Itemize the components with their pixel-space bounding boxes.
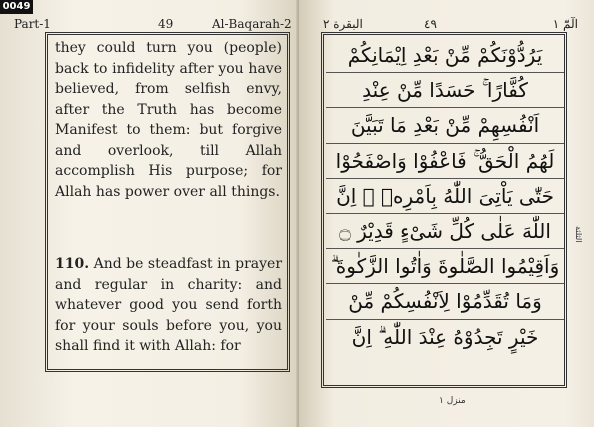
arabic-page-number: ٤٩ <box>424 17 437 31</box>
verse-number: 110. <box>55 256 90 272</box>
margin-note: الثلثة <box>574 226 583 243</box>
page-number: 49 <box>158 17 174 31</box>
part-header: Part-1 <box>14 17 51 31</box>
arabic-line: لَهُمُ الْحَقُّ ۚ فَاعْفُوْا وَاصْفَحُوْا <box>326 144 564 179</box>
arabic-line: وَمَا تُقَدِّمُوْا لِاَنْفُسِكُمْ مِّنْ <box>326 284 564 319</box>
page-id-badge: 0049 <box>0 0 33 14</box>
arabic-line: حَتّٰى يَاْتِىَ اللّٰهُ بِاَمْرِهٖ ۗ اِنَّ <box>326 179 564 214</box>
verse-text: And be steadfast in prayer and regular in charity: and whatever good you send forth for your souls before you, you shall find it with Allah: for <box>55 256 283 354</box>
arabic-text <box>326 38 564 355</box>
translation-text <box>55 38 282 357</box>
right-page <box>299 0 594 427</box>
arabic-line: كُفَّارًا ۚ حَسَدًا مِّنْ عِنْدِ <box>326 73 564 108</box>
para-header: الٓمّٓ ١ <box>552 17 578 31</box>
arabic-line: اللّٰهَ عَلٰى كُلِّ شَىْءٍ قَدِيْرٌ ۝ <box>326 214 564 249</box>
verse-continuation: they could turn you (people) back to infidelity after you have believed, from selfish envy, after the Truth has become Manifest to them: but forgive and overlook, till Allah accomplish His purpose; for Allah has power over all things. <box>55 40 282 200</box>
arabic-line: وَاَقِيْمُوا الصَّلٰوةَ وَاٰتُوا الزَّكٰوةَ ۗ <box>326 249 564 284</box>
manzil-mark: منزل ١ <box>439 396 466 406</box>
arabic-line: خَيْرٍ تَجِدُوْهُ عِنْدَ اللّٰهِ ۗ اِنَّ <box>351 325 539 350</box>
verse-110 <box>55 254 282 357</box>
arabic-line: اَنْفُسِهِمْ مِّنْ بَعْدِ مَا تَبَيَّنَ <box>326 108 564 143</box>
arabic-line: يَرُدُّوْنَكُمْ مِّنْ بَعْدِ اِيْمَانِكُمْ <box>326 38 564 73</box>
arabic-sura-header: البقرة ٢ <box>323 17 363 31</box>
sura-header: Al-Baqarah-2 <box>212 17 292 31</box>
